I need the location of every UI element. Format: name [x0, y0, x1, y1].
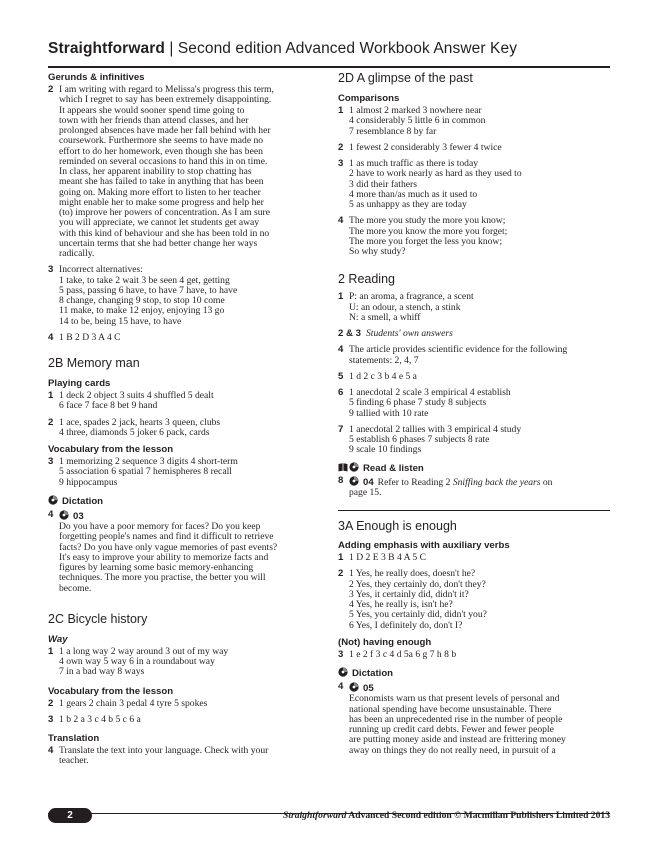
title-separator: | [164, 40, 178, 57]
exercise-number: 4 [48, 745, 54, 756]
exercise-number: 1 [338, 552, 344, 563]
text-line: P: an aroma, a fragrance, a scent [349, 291, 474, 303]
exercise-answers: 1 D 2 E 3 B 4 A 5 C [349, 552, 427, 563]
exercise-number: 3 [48, 713, 54, 725]
text-line: techniques. The more you practise, the better you will [59, 572, 266, 584]
text-line: The more you know the more you forget; [349, 225, 508, 237]
exercise-4-reading [338, 345, 610, 366]
exercise-number: 7 [338, 423, 344, 435]
exercise-number: 4 [48, 508, 54, 520]
exercise-6-reading [338, 388, 610, 419]
exercise-number: 5 [338, 370, 344, 382]
text-line: 4 considerably 5 little 6 in common [349, 115, 486, 127]
text-line: Do you have a poor memory for faces? Do you keep [59, 521, 261, 532]
text-line: radically. [59, 248, 95, 259]
exercise-answers [349, 425, 610, 456]
exercise-text [59, 85, 320, 259]
exercise-answers [59, 647, 320, 678]
footer-rest: Advanced Second edition © Macmillan Publishers Limited 2013 [346, 810, 610, 821]
subheading-comparisons: Comparisons [338, 93, 400, 104]
text-line: figures by learning some basic memory-enhancing [59, 562, 254, 573]
text-line: you will appreciate, we cannot let students get away [59, 217, 260, 229]
exercise-1-2d [338, 106, 610, 137]
book-icon [338, 462, 348, 472]
section-heading-gerunds: Gerunds & infinitives [48, 72, 145, 83]
exercise-1-reading [338, 292, 610, 323]
audio-cd-icon [349, 682, 359, 692]
subheading-not-having-enough: (Not) having enough [338, 636, 432, 648]
text-line: which I regret to say has been extremely disappointing. [59, 94, 272, 106]
text-line: 1 as much traffic as there is today [349, 158, 479, 169]
text-line: away on things they do not really need, in pursuit of a [349, 744, 556, 756]
subheading-playing-cards: Playing cards [48, 378, 111, 389]
subheading-dictation-3a [338, 667, 610, 680]
dictation-text [349, 694, 610, 756]
dictation-label: Dictation [352, 668, 394, 679]
text-line: 1 a long way 2 way around 3 out of my way [59, 645, 229, 657]
exercise-7-reading [338, 425, 610, 456]
subheading-translation: Translation [48, 733, 100, 744]
exercise-5-reading [338, 372, 610, 382]
text-line: 14 to be, being 15 have, to have [59, 315, 182, 327]
text-line: 1 anecdotal 2 tallies with 3 empirical 4 study [349, 423, 522, 435]
footer-book-title: Straightforward [282, 810, 347, 821]
exercise-answers [349, 569, 610, 631]
text-line: uncertain terms that she had better change her ways [59, 237, 258, 249]
text-line: Economists warn us that present levels of personal and [349, 693, 560, 705]
exercise-number: 3 [338, 648, 344, 660]
exercise-4-2b [48, 510, 320, 594]
text-line: 1 deck 2 object 3 suits 4 shuffled 5 dealt [59, 390, 214, 401]
track-number: 03 [73, 510, 84, 522]
book-audio-icon [338, 462, 359, 472]
audio-cd-icon [349, 462, 359, 472]
text-line: 1 almost 2 marked 3 nowhere near [349, 105, 482, 116]
exercise-answers [59, 391, 320, 412]
read-listen-label: Read & listen [363, 462, 424, 474]
exercise-text [59, 746, 320, 767]
exercise-4-2d [338, 216, 610, 257]
text-line: 5 Yes, you certainly did, didn't you? [349, 609, 487, 621]
text-line: 5 establish 6 phases 7 subjects 8 rate [349, 434, 490, 445]
exercise-number: 2 & 3 [338, 328, 361, 339]
text-line: 8 change, changing 9 stop, to stop 10 come [59, 295, 225, 306]
exercise-number: 4 [48, 331, 54, 343]
text-line: might enable her to make some progress and help her [59, 196, 264, 208]
exercise-3-2d [338, 159, 610, 210]
text-line: I am writing with regard to Melissa's progress this term, [59, 84, 274, 95]
text-line: The more you forget the less you know; [349, 235, 503, 247]
text-line: statements: 2, 4, 7 [349, 354, 419, 366]
track-number: 04 [363, 476, 374, 488]
reading-reference: Refer to Reading 2 [377, 476, 451, 488]
text-line: It appears she would sooner spend time going to [59, 104, 245, 116]
text-line: forgetting people's names and find it difficult to retrieve [59, 531, 274, 543]
text-line: going on. Making more effort to listen to her teacher [59, 186, 261, 198]
text-line: meant she has failed to take in anything that has been [59, 176, 264, 188]
page-title [48, 40, 517, 58]
exercise-4-3a [338, 682, 610, 756]
text-line: reminded on several occasions to hand this in on time. [59, 155, 268, 167]
unit-title-reading: 2 Reading [338, 272, 395, 287]
exercise-number: 3 [48, 456, 54, 467]
exercise-number: 6 [338, 387, 344, 398]
text-line: 4 three, diamonds 5 joker 6 pack, cards [59, 426, 210, 438]
exercise-number: 4 [338, 215, 344, 227]
exercise-answers [349, 388, 610, 419]
exercise-number: 2 [48, 416, 54, 428]
exercise-number: 4 [338, 344, 344, 356]
exercise-answers [349, 106, 610, 137]
exercise-number: 2 [48, 84, 54, 95]
exercise-answers: Students' own answers [366, 328, 453, 339]
text-line: 5 as unhappy as they are today [349, 199, 467, 210]
text-line: prolonged absences have made her fall behind with her [59, 125, 271, 136]
exercise-answers: 1 fewest 2 considerably 3 fewer 4 twice [349, 141, 502, 153]
exercise-1-2b [48, 391, 320, 412]
exercise-3-3a [338, 650, 610, 660]
text-line: 3 Yes, it certainly did, didn't it? [349, 588, 469, 600]
text-line: The more you study the more you know; [349, 215, 506, 227]
brand-name: Straightforward [48, 40, 165, 57]
subheading-way: Way [48, 633, 68, 645]
text-line: Incorrect alternatives: [59, 264, 143, 276]
subheading-dictation [48, 495, 320, 508]
text-line: 9 hippocampus [59, 476, 118, 488]
exercise-answers [349, 345, 610, 366]
exercise-number: 2 [338, 568, 344, 580]
section-divider [338, 510, 610, 511]
unit-title-2d: 2D A glimpse of the past [338, 71, 473, 85]
text-line: N: a smell, a whiff [349, 311, 421, 323]
text-line: 6 Yes, I definitely do, don't I? [349, 619, 463, 631]
exercise-2-2c [48, 699, 320, 709]
text-line: 11 make, to make 12 enjoy, enjoying 13 go [59, 305, 225, 317]
text-line: 2 have to work nearly as hard as they used to [349, 168, 522, 180]
subheading-emphasis: Adding emphasis with auxiliary verbs [338, 540, 510, 551]
text-line: 2 Yes, they certainly do, don't they? [349, 578, 486, 590]
exercise-number: 1 [48, 645, 54, 657]
text-line: 5 association 6 spatial 7 hemispheres 8 recall [59, 466, 232, 478]
exercise-3-2c [48, 715, 320, 725]
text-line: U: an odour, a stench, a stink [349, 301, 461, 313]
text-line: teacher. [59, 755, 89, 767]
subheading-vocabulary: Vocabulary from the lesson [48, 444, 174, 455]
text-line: 9 tallied with 10 rate [349, 407, 429, 419]
exercise-number: 1 [338, 105, 344, 116]
text-line: become. [59, 582, 92, 594]
exercise-4-gerunds [48, 333, 320, 343]
footer-copyright [283, 810, 610, 821]
text-line: coursework. Furthermore she seems to have made no [59, 135, 264, 147]
text-line: running up credit card debts. Fewer and fewer people [349, 724, 554, 735]
exercise-number: 4 [338, 681, 344, 692]
unit-title-3a: 3A Enough is enough [338, 519, 457, 533]
text-line: are putting money aside and instead are frittering money [349, 734, 566, 746]
exercise-3-2b [48, 457, 320, 488]
page-number: 2 [48, 808, 92, 823]
title-rule [48, 66, 610, 68]
exercise-answers [59, 418, 320, 439]
text-line: In class, her apparent inability to stop chatting has [59, 166, 252, 177]
text-line: Translate the text into your language. Check with your [59, 745, 269, 756]
text-line: 6 face 7 face 8 bet 9 hand [59, 400, 158, 412]
text-line: 4 more than/as much as it used to [349, 188, 478, 200]
text-line: with this kind of behaviour and she has been told in no [59, 227, 270, 239]
exercise-answers [349, 292, 610, 323]
text-line: 1 ace, spades 2 jack, hearts 3 queen, clubs [59, 416, 221, 428]
text-line: facts? Do you have only vague memories of past events? [59, 541, 278, 553]
exercise-2-3a [338, 569, 610, 631]
text-line: town with her friends than attend classes, and her [59, 114, 249, 126]
right-column [338, 72, 610, 756]
text-line: 7 in a bad way 8 ways [59, 666, 145, 678]
subheading-read-listen [338, 462, 610, 475]
exercise-4-2c [48, 746, 320, 767]
text-line: 9 scale 10 findings [349, 444, 422, 456]
exercise-answers: 1 b 2 a 3 c 4 b 5 c 6 a [59, 713, 141, 725]
exercise-number: 1 [48, 390, 54, 401]
exercise-3-gerunds [48, 265, 320, 327]
exercise-number: 2 [48, 697, 54, 709]
exercise-answers: 1 gears 2 chain 3 pedal 4 tyre 5 spokes [59, 697, 208, 709]
dictation-text [59, 522, 320, 594]
text-line: (to) improve her powers of concentration. As I am sure [59, 207, 270, 218]
text-line: 1 anecdotal 2 scale 3 empirical 4 establish [349, 387, 511, 398]
audio-cd-icon [59, 510, 69, 520]
reading-reference-end: on [542, 476, 553, 488]
audio-cd-icon [349, 476, 359, 486]
exercise-2-3-reading [338, 329, 610, 339]
text-line: 5 pass, passing 6 have, to have 7 have, to have [59, 284, 238, 296]
text-line: The article provides scientific evidence for the following [349, 344, 568, 356]
left-column [48, 72, 320, 767]
text-line: 3 did their fathers [349, 178, 417, 190]
exercise-answers [349, 216, 610, 257]
title-subtitle: Second edition Advanced Workbook Answer Key [177, 40, 518, 57]
subheading-vocabulary-2c: Vocabulary from the lesson [48, 685, 174, 697]
text-line: So why study? [349, 246, 406, 257]
exercise-number: 3 [48, 264, 54, 276]
text-line: 7 resemblance 8 by far [349, 125, 437, 137]
exercise-number: 1 [338, 291, 344, 303]
exercise-answers [349, 159, 610, 210]
exercise-answers [59, 265, 320, 327]
exercise-answers: 1 B 2 D 3 A 4 C [59, 331, 121, 343]
text-line: 1 take, to take 2 wait 3 be seen 4 get, getting [59, 274, 230, 286]
audio-cd-icon [48, 495, 58, 505]
text-line: 1 Yes, he really does, doesn't he? [349, 568, 476, 580]
text-line: 1 memorizing 2 sequence 3 digits 4 short-term [59, 456, 238, 467]
unit-title-2b: 2B Memory man [48, 356, 140, 370]
exercise-2-2b [48, 418, 320, 439]
exercise-1-2c [48, 647, 320, 678]
exercise-1-3a [338, 553, 610, 563]
exercise-8-reading [338, 476, 610, 499]
text-line: 4 own way 5 way 6 in a roundabout way [59, 656, 215, 667]
text-line: It's easy to improve your ability to memorize facts and [59, 551, 269, 563]
text-line: has been an unprecedented rise in the number of people [349, 713, 563, 725]
exercise-answers [59, 457, 320, 488]
exercise-2-gerunds [48, 85, 320, 259]
exercise-answers: 1 d 2 c 3 b 4 e 5 a [349, 370, 417, 382]
text-line: 4 Yes, he really is, isn't he? [349, 599, 453, 610]
text-line: effort to do her homework, even though she has been [59, 145, 263, 157]
dictation-label: Dictation [62, 495, 104, 507]
reading-title: Sniffing back the years [452, 476, 541, 488]
exercise-number: 2 [338, 141, 344, 153]
exercise-answers: 1 e 2 f 3 c 4 d 5a 6 g 7 h 8 b [349, 648, 457, 660]
exercise-number: 8 [338, 474, 344, 486]
exercise-number: 3 [338, 158, 344, 169]
unit-title-2c: 2C Bicycle history [48, 611, 148, 626]
audio-cd-icon [338, 667, 348, 677]
exercise-2-2d [338, 143, 610, 153]
text-line: national spending have become unsustainable. There [349, 703, 552, 715]
track-number: 05 [363, 683, 374, 694]
text-line: 5 finding 6 phase 7 study 8 subjects [349, 397, 487, 409]
reading-page: page 15. [349, 486, 382, 498]
